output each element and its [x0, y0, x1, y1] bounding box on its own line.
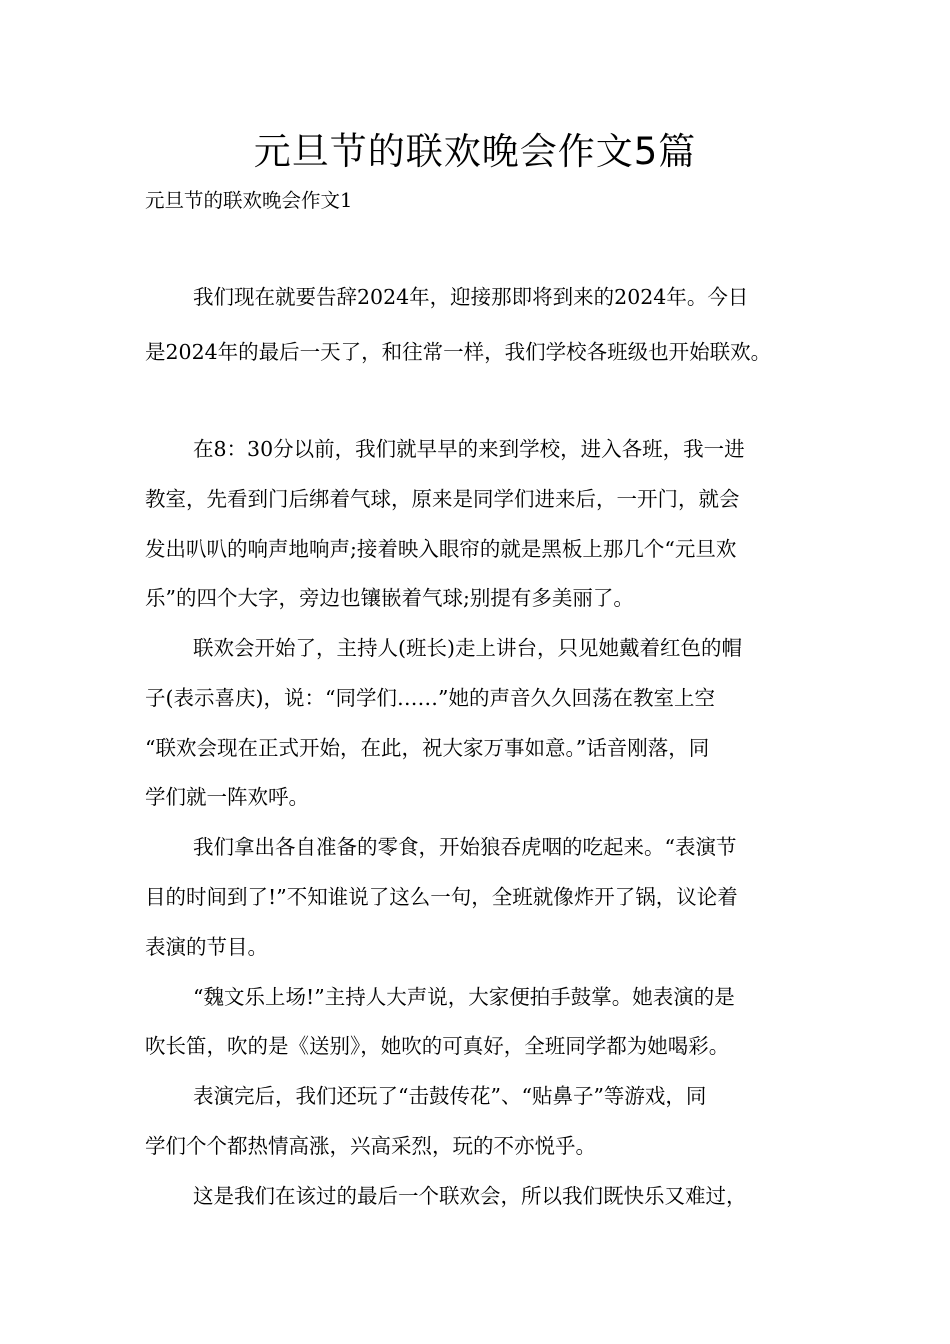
paragraph-line: 目的时间到了!”不知谁说了这么一句，全班就像炸开了锅，议论着 — [145, 885, 738, 909]
paragraph-line: 表演的节目。 — [145, 935, 268, 959]
paragraph-line: 吹长笛，吹的是《送别》，她吹的可真好，全班同学都为她喝彩。 — [145, 1034, 730, 1058]
paragraph-line: 这是我们在该过的最后一个联欢会，所以我们既快乐又难过， — [193, 1184, 747, 1208]
paragraph-line: 是2024年的最后一天了，和往常一样，我们学校各班级也开始联欢。 — [145, 340, 772, 364]
paragraph-line: “魏文乐上场!”主持人大声说，大家便拍手鼓掌。她表演的是 — [193, 985, 735, 1009]
paragraph-line: 教室，先看到门后绑着气球，原来是同学们进来后，一开门，就会 — [145, 487, 740, 511]
paragraph-line: 在8：30分以前，我们就早早的来到学校，进入各班，我一进 — [193, 437, 745, 461]
paragraph-line: 表演完后，我们还玩了“击鼓传花”、“贴鼻子”等游戏，同 — [193, 1084, 707, 1108]
paragraph-line: 发出叭叭的响声地响声;接着映入眼帘的就是黑板上那几个“元旦欢 — [145, 537, 737, 561]
paragraph-line: 联欢会开始了，主持人(班长)走上讲台，只见她戴着红色的帽 — [193, 636, 742, 660]
paragraph-line: “联欢会现在正式开始，在此，祝大家万事如意。”话音刚落，同 — [145, 736, 710, 760]
document-title: 元旦节的联欢晚会作文5篇 — [253, 130, 697, 173]
paragraph-line: 我们现在就要告辞2024年，迎接那即将到来的2024年。今日 — [193, 285, 749, 309]
paragraph-line: 乐”的四个大字，旁边也镶嵌着气球;别提有多美丽了。 — [145, 586, 634, 610]
paragraph-line: 我们拿出各自准备的零食，开始狼吞虎咽的吃起来。“表演节 — [193, 835, 737, 859]
paragraph-line: 子(表示喜庆)，说：“同学们……”她的声音久久回荡在教室上空 — [145, 686, 715, 710]
paragraph-line: 学们个个都热情高涨，兴高采烈，玩的不亦悦乎。 — [145, 1134, 596, 1158]
section-heading: 元旦节的联欢晚会作文1 — [145, 189, 353, 212]
paragraph-line: 学们就一阵欢呼。 — [145, 785, 309, 809]
